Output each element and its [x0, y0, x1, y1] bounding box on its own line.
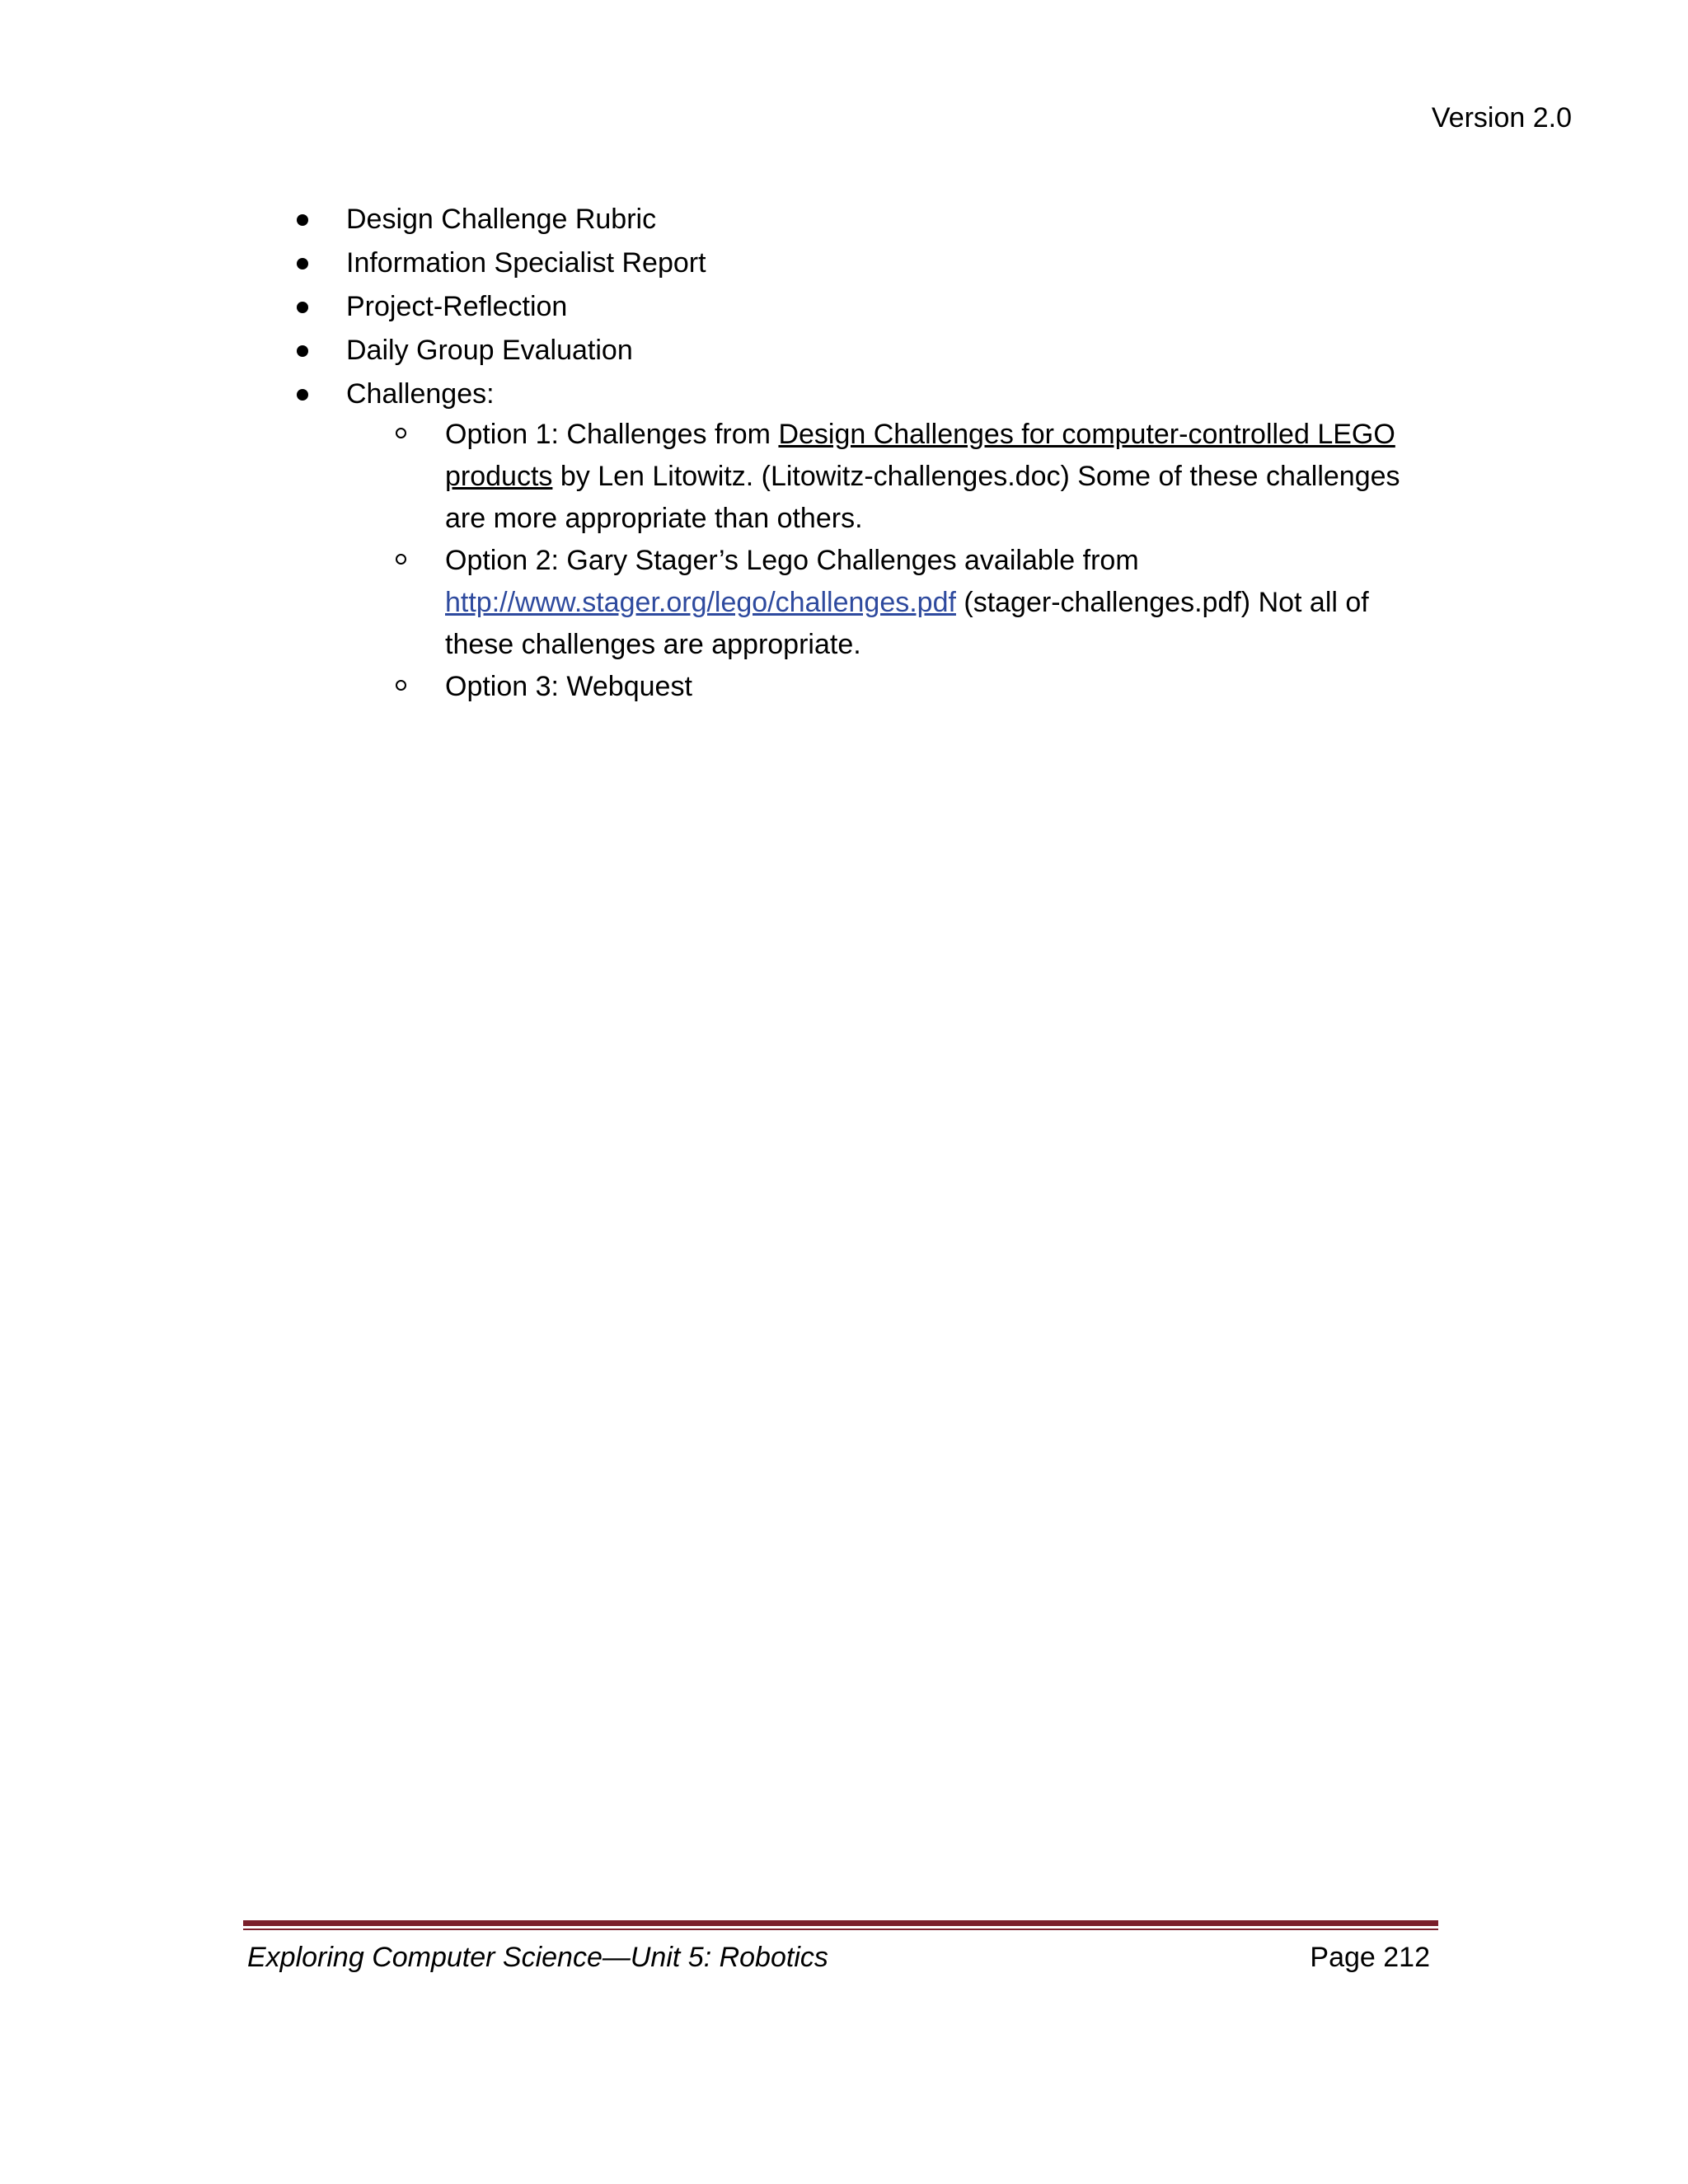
- footer-rule-thin: [243, 1929, 1438, 1930]
- bullet-icon: [297, 214, 308, 226]
- version-label: Version 2.0: [1431, 102, 1572, 134]
- option-prefix: Option 2: Gary Stager’s Lego Challenges available from: [445, 545, 1139, 576]
- list-item-text: Challenges:: [346, 378, 495, 410]
- option-text: Option 3: Webquest: [445, 671, 692, 702]
- list-item: [297, 285, 1451, 329]
- circle-bullet-icon: [396, 554, 406, 565]
- list-item: [297, 241, 1451, 285]
- list-item: [297, 329, 1451, 373]
- bullet-icon: [297, 302, 308, 313]
- footer-rule-thick: [243, 1920, 1438, 1926]
- footer-divider: [243, 1920, 1438, 1930]
- option-suffix: (stager-challenges.pdf) Not all of these challenges are appropriate.: [445, 587, 1369, 660]
- challenge-options-list: [396, 414, 1434, 708]
- list-item-text: Daily Group Evaluation: [346, 335, 633, 366]
- option-suffix: by Len Litowitz. (Litowitz-challenges.doc) Some of these challenges are more appropriate than others.: [445, 461, 1400, 534]
- list-item: [297, 373, 1451, 416]
- list-item-text: Information Specialist Report: [346, 247, 706, 279]
- circle-bullet-icon: [396, 428, 406, 438]
- bullet-icon: [297, 258, 308, 269]
- page-number: Page 212: [1310, 1942, 1430, 1973]
- footer-title: Exploring Computer Science—Unit 5: Robotics: [247, 1942, 828, 1973]
- option-item: [396, 666, 1434, 708]
- list-item: [297, 198, 1451, 241]
- list-item-text: Project-Reflection: [346, 291, 568, 322]
- option-item: [396, 540, 1434, 666]
- option-prefix: Option 1: Challenges from: [445, 419, 779, 450]
- challenges-pdf-link[interactable]: http://www.stager.org/lego/challenges.pdf: [445, 587, 956, 618]
- option-item: [396, 414, 1434, 540]
- bullet-icon: [297, 345, 308, 357]
- bullet-icon: [297, 389, 308, 401]
- circle-bullet-icon: [396, 680, 406, 691]
- list-item-text: Design Challenge Rubric: [346, 204, 657, 235]
- book-title: Design Challenges for computer-controlled LEGO products: [445, 419, 1395, 492]
- materials-list: [297, 198, 1451, 416]
